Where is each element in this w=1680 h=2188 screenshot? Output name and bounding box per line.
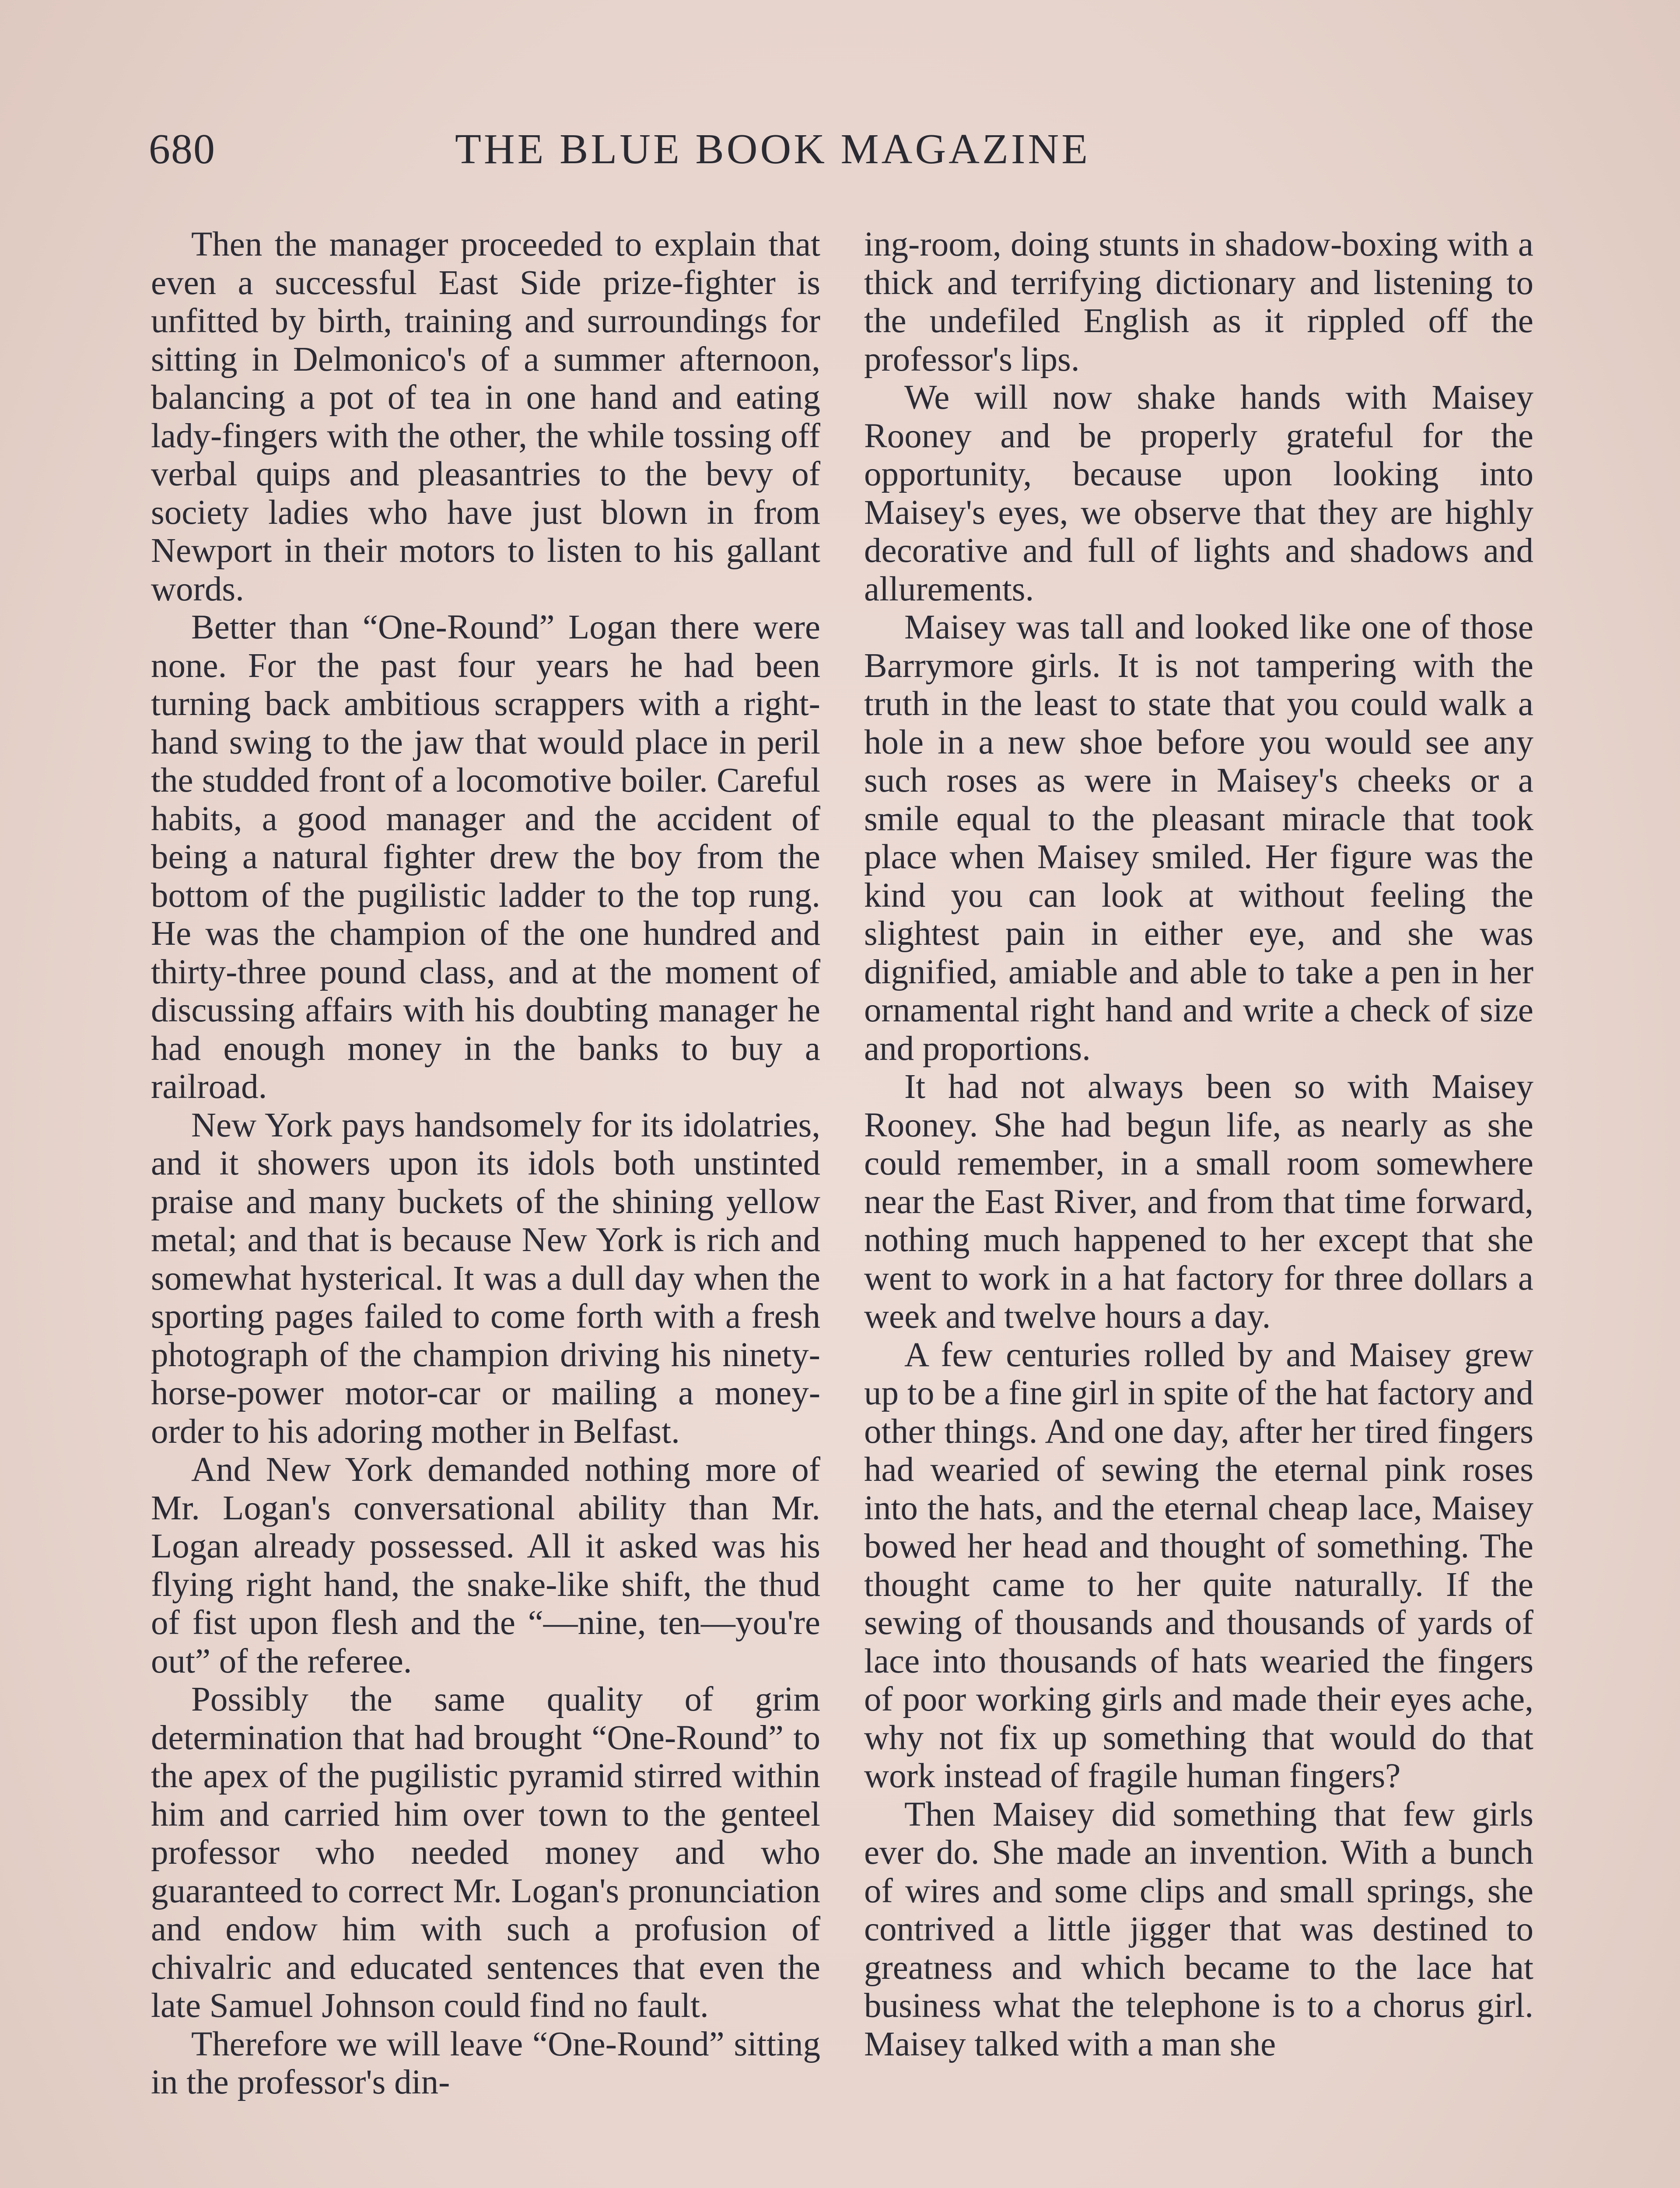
paragraph-continuation: ing-room, doing stunts in shadow-boxing with a thick and terrifying dictionary and listening to the undefiled English as it rippled off the professor's lips. (864, 225, 1533, 379)
paragraph: Better than “One-Round” Logan there were none. For the past four years he had been turning back ambitious scrappers with a right-hand swing to the jaw that would place in peril the studded front of a locomotive boiler. Careful habits, a good manager and the accident of being a natural fighter drew the boy from the bottom of the pugilistic ladder to the top rung. He was the champion of the one hundred and thirty-three pound class, and at the moment of discussing affairs with his doubting manager he had enough money in the banks to buy a railroad. (151, 608, 820, 1106)
paragraph: New York pays handsomely for its idolatries, and it showers upon its idols both unstinted praise and many buckets of the shining yellow metal; and that is because New York is rich and somewhat hysterical. It was a dull day when the sporting pages failed to come forth with a fresh photograph of the champion driving his ninety-horse-power motor-car or mailing a money-order to his adoring mother in Belfast. (151, 1106, 820, 1451)
paragraph: It had not always been so with Maisey Rooney. She had begun life, as nearly as she could remember, in a small room somewhere near the East River, and from that time forward, nothing much happened to her except that she went to work in a hat factory for three dollars a week and twelve hours a day. (864, 1068, 1533, 1336)
paragraph: Maisey was tall and looked like one of those Barrymore girls. It is not tampering with the truth in the least to state that you could walk a hole in a new shoe before you would see any such roses as were in Maisey's cheeks or a smile equal to the pleasant miracle that took place when Maisey smiled. Her figure was the kind you can look at without feeling the slightest pain in either eye, and she was dignified, amiable and able to take a pen in her ornamental right hand and write a check of size and proportions. (864, 608, 1533, 1068)
left-column (151, 225, 820, 2102)
paragraph: A few centuries rolled by and Maisey grew up to be a fine girl in spite of the hat factory and other things. And one day, after her tired fingers had wearied of sewing the eternal pink roses into the hats, and the eternal cheap lace, Maisey bowed her head and thought of something. The thought came to her quite naturally. If the sewing of thousands and thousands of yards of lace into thousands of hats wearied the fingers of poor working girls and made their eyes ache, why not fix up something that would do that work instead of fragile human fingers? (864, 1336, 1533, 1795)
running-head-title: THE BLUE BOOK MAGAZINE (455, 126, 1091, 173)
page-number: 680 (149, 126, 216, 173)
right-column (864, 225, 1533, 2063)
paragraph: Then the manager proceeded to explain that even a successful East Side prize-fighter is unfitted by birth, training and surroundings for sitting in Delmonico's of a summer afternoon, balancing a pot of tea in one hand and eating lady-fingers with the other, the while tossing off verbal quips and pleasantries to the bevy of society ladies who have just blown in from Newport in their motors to listen to his gallant words. (151, 225, 820, 608)
paragraph: We will now shake hands with Maisey Rooney and be properly grateful for the opportunity, because upon looking into Maisey's eyes, we observe that they are highly decorative and full of lights and shadows and allurements. (864, 379, 1533, 608)
paragraph: Possibly the same quality of grim determination that had brought “One-Round” to the apex of the pugilistic pyramid stirred within him and carried him over town to the genteel professor who needed money and who guaranteed to correct Mr. Logan's pronunciation and endow him with such a profusion of chivalric and educated sentences that even the late Samuel Johnson could find no fault. (151, 1680, 820, 2025)
paragraph: Therefore we will leave “One-Round” sitting in the professor's din- (151, 2025, 820, 2101)
paragraph: Then Maisey did something that few girls ever do. She made an invention. With a bunch of wires and some clips and small springs, she contrived a little jigger that was destined to greatness and which became to the lace hat business what the telephone is to a chorus girl. Maisey talked with a man she (864, 1795, 1533, 2063)
paragraph: And New York demanded nothing more of Mr. Logan's conversational ability than Mr. Logan already possessed. All it asked was his flying right hand, the snake-like shift, the thud of fist upon flesh and the “—nine, ten—you're out” of the referee. (151, 1451, 820, 1680)
